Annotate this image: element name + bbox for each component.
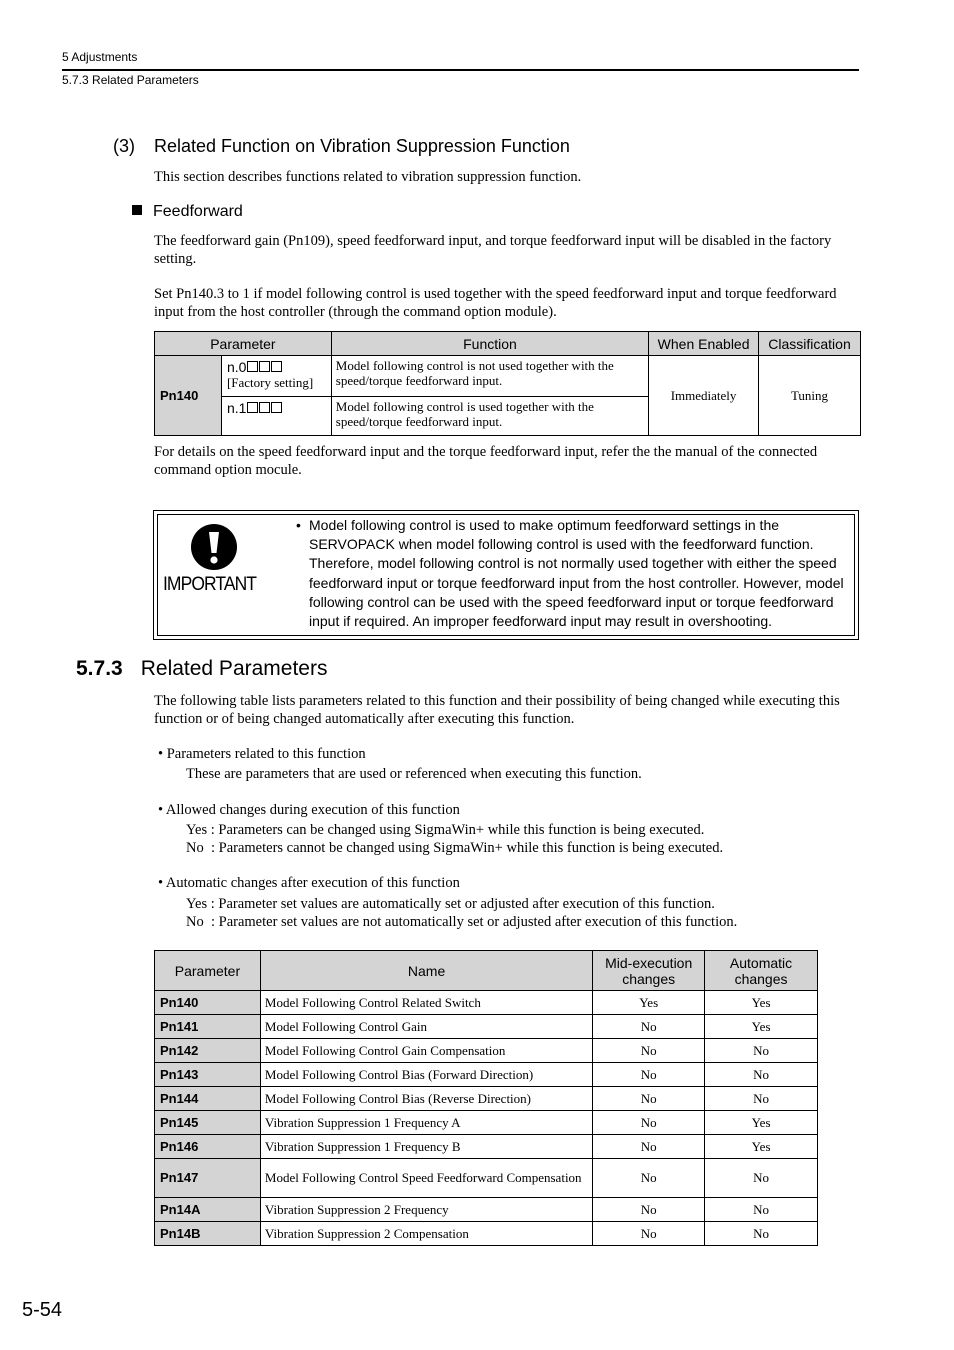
auto-cell: Yes [705, 991, 818, 1015]
param-cell: Pn145 [155, 1111, 261, 1135]
auto-cell: No [705, 1222, 818, 1246]
section-3-title: Related Function on Vibration Suppression Function [154, 136, 570, 156]
classification-cell: Tuning [759, 356, 861, 436]
mid-cell: No [593, 1159, 705, 1198]
section-573-heading [76, 657, 327, 681]
mid-cell: No [593, 1222, 705, 1246]
function-desc-0: Model following control is not used together with the speed/torque feedforward input. [331, 356, 648, 397]
param-cell: Pn144 [155, 1087, 261, 1111]
item-title-1: • Allowed changes during execution of this function [158, 802, 460, 818]
col-header-when-enabled: When Enabled [649, 332, 759, 356]
auto-cell: No [705, 1039, 818, 1063]
setting-value-0 [221, 356, 331, 397]
col-header-function: Function [331, 332, 648, 356]
feedforward-details: For details on the speed feedforward input and the torque feedforward input, refer the the manual of the connected command option mocule. [154, 444, 818, 478]
important-label: IMPORTANT [163, 574, 257, 595]
feedforward-heading-text: Feedforward [153, 203, 243, 220]
item-line-2-1: No : Parameter set values are not automatically set or adjusted after execution of this function. [186, 914, 738, 930]
setting-code: n.1 [226, 400, 247, 416]
table-row [155, 1135, 818, 1159]
item-line-1-0: Yes : Parameters can be changed using SigmaWin+ while this function is being executed. [186, 822, 705, 838]
table-row [155, 1111, 818, 1135]
exclamation-icon [190, 523, 238, 571]
important-text [296, 516, 856, 631]
bullet: • [296, 517, 301, 533]
section-3-number: (3) [113, 136, 135, 156]
name-cell: Vibration Suppression 1 Frequency B [260, 1135, 592, 1159]
param-cell: Pn141 [155, 1015, 261, 1039]
table-row [155, 1063, 818, 1087]
running-header-section: 5.7.3 Related Parameters [62, 73, 199, 87]
auto-cell: Yes [705, 1111, 818, 1135]
col-header-name: Name [260, 951, 592, 991]
col-header-mid-execution: Mid-execution changes [593, 951, 705, 991]
item-line-2-0: Yes : Parameter set values are automatically set or adjusted after execution of this function. [186, 896, 715, 912]
setting-code: n.0 [226, 359, 247, 375]
feedforward-heading [132, 203, 243, 221]
mid-cell: No [593, 1063, 705, 1087]
mid-cell: No [593, 1198, 705, 1222]
function-desc-1: Model following control is used together with the speed/torque feedforward input. [331, 397, 648, 436]
feedforward-para-1: The feedforward gain (Pn109), speed feedforward input, and torque feedforward input will be disabled in the factory setting. [154, 233, 832, 267]
table-row [155, 991, 818, 1015]
mid-cell: No [593, 1135, 705, 1159]
feedforward-para-2: Set Pn140.3 to 1 if model following control is used together with the speed feedforward input and torque feedforward input from the host controller (through the command option module). [154, 286, 837, 320]
name-cell: Model Following Control Speed Feedforward Compensation [260, 1159, 592, 1198]
item-title-0: • Parameters related to this function [158, 746, 366, 762]
mid-cell: No [593, 1039, 705, 1063]
square-bullet-icon [132, 205, 142, 215]
param-cell: Pn146 [155, 1135, 261, 1159]
col-header-automatic: Automatic changes [705, 951, 818, 991]
important-body: Model following control is used to make optimum feedforward settings in the SERVOPACK when model following control is used with the feedforward function. Therefore, model following control is not normally used together with either the speed feedforward input or torque feedforward input from the host controller. However, model following control can be used with the speed feedforward input or torque feedforward input if required. An improper feedforward input may result in overshooting. [309, 517, 844, 630]
section-3-heading [113, 136, 570, 157]
mid-cell: No [593, 1015, 705, 1039]
table-row [155, 1015, 818, 1039]
item-line-0-0: These are parameters that are used or referenced when executing this function. [186, 766, 642, 782]
mid-cell: Yes [593, 991, 705, 1015]
auto-cell: Yes [705, 1015, 818, 1039]
table-row [155, 1198, 818, 1222]
param-cell: Pn143 [155, 1063, 261, 1087]
name-cell: Model Following Control Bias (Forward Direction) [260, 1063, 592, 1087]
table-row [155, 1159, 818, 1198]
name-cell: Vibration Suppression 2 Frequency [260, 1198, 592, 1222]
param-cell: Pn140 [155, 991, 261, 1015]
running-header-chapter: 5 Adjustments [62, 50, 138, 64]
digit-placeholder-icon [247, 402, 258, 413]
section-573-intro: The following table lists parameters related to this function and their possibility of being changed while executing this function or of being changed automatically after executing this function. [154, 693, 840, 727]
mid-cell: No [593, 1087, 705, 1111]
item-title-2: • Automatic changes after execution of this function [158, 875, 460, 891]
feedforward-table [154, 331, 861, 436]
auto-cell: No [705, 1063, 818, 1087]
name-cell: Model Following Control Gain [260, 1015, 592, 1039]
when-enabled-cell: Immediately [649, 356, 759, 436]
digit-placeholder-icon [259, 361, 270, 372]
col-header-parameter: Parameter [155, 332, 332, 356]
auto-cell: No [705, 1159, 818, 1198]
auto-cell: No [705, 1198, 818, 1222]
name-cell: Vibration Suppression 1 Frequency A [260, 1111, 592, 1135]
name-cell: Model Following Control Gain Compensation [260, 1039, 592, 1063]
col-header-parameter: Parameter [155, 951, 261, 991]
param-cell: Pn14B [155, 1222, 261, 1246]
digit-placeholder-icon [271, 361, 282, 372]
section-573-title: Related Parameters [140, 657, 328, 680]
param-cell: Pn14A [155, 1198, 261, 1222]
auto-cell: Yes [705, 1135, 818, 1159]
auto-cell: No [705, 1087, 818, 1111]
param-cell: Pn147 [155, 1159, 261, 1198]
col-header-classification: Classification [759, 332, 861, 356]
section-573-number: 5.7.3 [76, 657, 123, 680]
name-cell: Model Following Control Bias (Reverse Direction) [260, 1087, 592, 1111]
related-parameters-table [154, 950, 818, 1246]
name-cell: Model Following Control Related Switch [260, 991, 592, 1015]
setting-value-1 [221, 397, 331, 436]
table-row [155, 1039, 818, 1063]
page-number: 5-54 [22, 1299, 63, 1321]
mid-cell: No [593, 1111, 705, 1135]
digit-placeholder-icon [259, 402, 270, 413]
digit-placeholder-icon [271, 402, 282, 413]
digit-placeholder-icon [247, 361, 258, 372]
table-row [155, 1222, 818, 1246]
factory-setting-note: [Factory setting] [226, 375, 314, 390]
param-cell: Pn140 [155, 356, 222, 436]
name-cell: Vibration Suppression 2 Compensation [260, 1222, 592, 1246]
item-line-1-1: No : Parameters cannot be changed using SigmaWin+ while this function is being executed. [186, 840, 724, 856]
section-3-intro: This section describes functions related to vibration suppression function. [154, 169, 582, 185]
header-rule [62, 69, 859, 71]
param-cell: Pn142 [155, 1039, 261, 1063]
table-row [155, 1087, 818, 1111]
